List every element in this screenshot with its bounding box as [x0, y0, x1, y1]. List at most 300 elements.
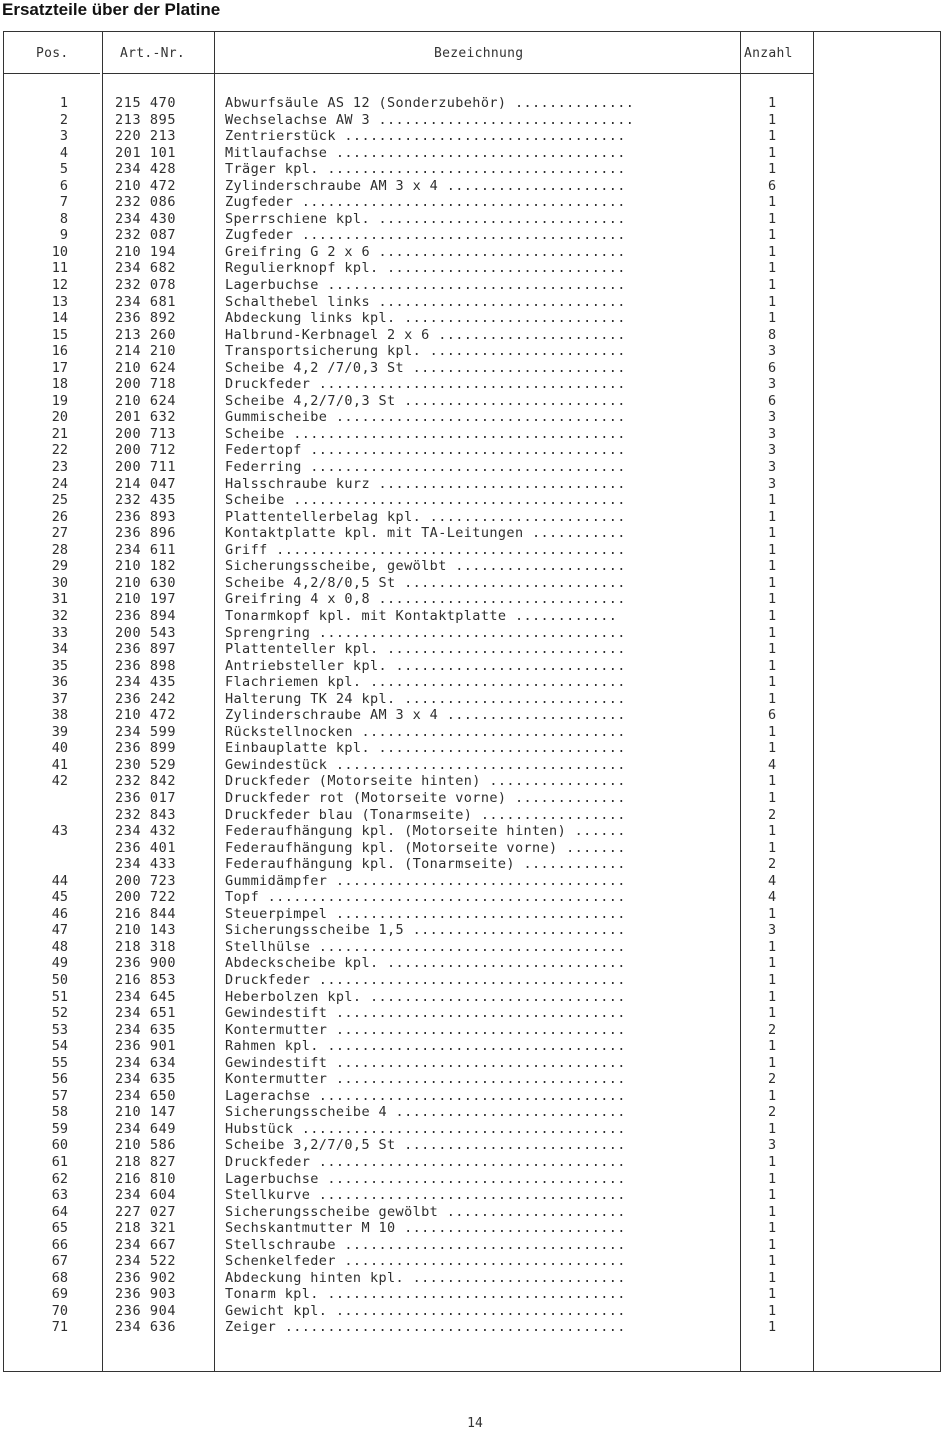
row-anzahl: 1: [768, 657, 777, 674]
row-anzahl: 1: [768, 1038, 777, 1055]
row-art-nr: 227 027: [115, 1203, 177, 1220]
table-row: [3, 492, 941, 509]
row-bezeichnung: Sicherungsscheibe gewölbt .....................: [225, 1203, 626, 1220]
row-bezeichnung: Druckfeder rot (Motorseite vorne) .............: [225, 789, 626, 806]
row-anzahl: 1: [768, 508, 777, 525]
header-anzahl: Anzahl: [744, 46, 793, 61]
table-row: [3, 1270, 941, 1287]
row-art-nr: 220 213: [115, 128, 177, 145]
row-pos: 15: [51, 326, 68, 343]
table-row: [3, 260, 941, 277]
row-pos: 43: [51, 823, 68, 840]
header-bezeichnung: Bezeichnung: [434, 46, 524, 61]
row-anzahl: 1: [768, 839, 777, 856]
row-bezeichnung: Greifring G 2 x 6 .............................: [225, 243, 626, 260]
row-bezeichnung: Kontermutter ..................................: [225, 1071, 626, 1088]
row-bezeichnung: Schalthebel links .............................: [225, 293, 626, 310]
row-art-nr: 232 087: [115, 227, 177, 244]
row-bezeichnung: Stellkurve ....................................: [225, 1187, 626, 1204]
row-bezeichnung: Scheibe 4,2/8/0,5 St ..........................: [225, 574, 626, 591]
row-pos: 59: [51, 1120, 68, 1137]
row-art-nr: 234 435: [115, 674, 177, 691]
row-bezeichnung: Mitlaufachse ..................................: [225, 144, 626, 161]
row-bezeichnung: Abwurfsäule AS 12 (Sonderzubehör) ..............: [225, 95, 635, 111]
row-anzahl: 4: [768, 872, 777, 889]
table-row: [3, 773, 941, 790]
row-bezeichnung: Tonarm kpl. ...................................: [225, 1286, 626, 1303]
row-anzahl: 1: [768, 574, 777, 591]
row-anzahl: 3: [768, 376, 777, 393]
row-pos: 8: [59, 210, 68, 227]
row-pos: 49: [51, 955, 68, 972]
row-anzahl: 3: [768, 459, 777, 476]
row-bezeichnung: Regulierknopf kpl. ............................: [225, 260, 626, 277]
row-bezeichnung: Scheibe .......................................: [225, 425, 626, 442]
row-pos: 47: [51, 922, 68, 939]
row-bezeichnung: Sprengring ....................................: [225, 624, 626, 641]
row-bezeichnung: Lagerachse ....................................: [225, 1087, 626, 1104]
row-bezeichnung: Scheibe .......................................: [225, 492, 626, 509]
table-row: [3, 112, 941, 129]
row-pos: 18: [51, 376, 68, 393]
row-bezeichnung: Zylinderschraube AM 3 x 4 .....................: [225, 707, 626, 724]
header-art-nr: Art.-Nr.: [120, 46, 186, 61]
row-art-nr: 218 321: [115, 1220, 177, 1237]
row-art-nr: 234 651: [115, 1005, 177, 1022]
table-row: [3, 1187, 941, 1204]
row-bezeichnung: Zugfeder ......................................: [225, 194, 626, 211]
table-row: [3, 955, 941, 972]
table-row: [3, 393, 941, 410]
table-row: [3, 740, 941, 757]
row-art-nr: 200 711: [115, 459, 177, 476]
row-anzahl: 2: [768, 856, 777, 873]
table-row: [3, 1237, 941, 1254]
row-anzahl: 1: [768, 144, 777, 161]
table-row: [3, 1204, 941, 1221]
row-pos: 69: [51, 1286, 68, 1303]
row-bezeichnung: Kontermutter ..................................: [225, 1021, 626, 1038]
row-anzahl: 2: [768, 1071, 777, 1088]
row-bezeichnung: Stellhülse ....................................: [225, 938, 626, 955]
row-art-nr: 234 611: [115, 541, 177, 558]
row-bezeichnung: Gewindestück ..................................: [225, 756, 626, 773]
row-anzahl: 3: [768, 475, 777, 492]
row-pos: 23: [51, 459, 68, 476]
row-anzahl: 1: [768, 1187, 777, 1204]
row-bezeichnung: Gewicht kpl. ..................................: [225, 1302, 626, 1319]
row-bezeichnung: Federtopf .....................................: [225, 442, 626, 459]
row-bezeichnung: Transportsicherung kpl. .......................: [225, 343, 626, 360]
row-bezeichnung: Hubstück ......................................: [225, 1120, 626, 1137]
row-anzahl: 3: [768, 425, 777, 442]
row-pos: 27: [51, 525, 68, 542]
row-anzahl: 1: [768, 1236, 777, 1253]
row-anzahl: 1: [768, 1319, 777, 1336]
row-pos: 42: [51, 773, 68, 790]
header-rule: [102, 73, 214, 74]
row-pos: 9: [59, 227, 68, 244]
row-art-nr: 210 182: [115, 558, 177, 575]
row-anzahl: 8: [768, 326, 777, 343]
row-anzahl: 1: [768, 955, 777, 972]
row-pos: 26: [51, 508, 68, 525]
row-art-nr: 232 435: [115, 492, 177, 509]
table-row: [3, 591, 941, 608]
row-art-nr: 201 101: [115, 144, 177, 161]
table-row: [3, 327, 941, 344]
row-bezeichnung: Zentrierstück .................................: [225, 128, 626, 145]
table-row: [3, 178, 941, 195]
row-anzahl: 1: [768, 938, 777, 955]
row-art-nr: 234 636: [115, 1319, 177, 1336]
row-art-nr: 234 635: [115, 1071, 177, 1088]
row-anzahl: 6: [768, 707, 777, 724]
row-bezeichnung: Schenkelfeder .................................: [225, 1253, 626, 1270]
row-art-nr: 234 635: [115, 1021, 177, 1038]
row-art-nr: 236 899: [115, 740, 177, 757]
row-pos: 25: [51, 492, 68, 509]
row-art-nr: 210 143: [115, 922, 177, 939]
row-pos: 54: [51, 1038, 68, 1055]
table-row: [3, 1104, 941, 1121]
row-anzahl: 1: [768, 740, 777, 757]
page-title: Ersatzteile über der Platine: [2, 0, 221, 19]
row-anzahl: 1: [768, 210, 777, 227]
table-row: [3, 558, 941, 575]
row-bezeichnung: Halterung TK 24 kpl. ..........................: [225, 690, 626, 707]
row-anzahl: 1: [768, 194, 777, 211]
table-row: [3, 1154, 941, 1171]
row-art-nr: 236 892: [115, 310, 177, 327]
table-row: [3, 426, 941, 443]
table-row: [3, 1220, 941, 1237]
row-pos: 30: [51, 574, 68, 591]
row-pos: 56: [51, 1071, 68, 1088]
row-pos: 52: [51, 1005, 68, 1022]
row-pos: 34: [51, 641, 68, 658]
row-art-nr: 236 401: [115, 839, 177, 856]
row-pos: 71: [51, 1319, 68, 1336]
row-anzahl: 3: [768, 442, 777, 459]
row-bezeichnung: Heberbolzen kpl. ..............................: [225, 988, 626, 1005]
row-bezeichnung: Druckfeder (Motorseite hinten) ................: [225, 773, 626, 790]
row-anzahl: 1: [768, 971, 777, 988]
row-anzahl: 6: [768, 359, 777, 376]
table-row: [3, 294, 941, 311]
row-bezeichnung: Gewindestift ..................................: [225, 1054, 626, 1071]
row-art-nr: 236 896: [115, 525, 177, 542]
row-pos: 14: [51, 310, 68, 327]
row-bezeichnung: Federaufhängung kpl. (Motorseite hinten) ......: [225, 823, 626, 840]
row-anzahl: 1: [768, 823, 777, 840]
table-row: [3, 658, 941, 675]
row-art-nr: 200 722: [115, 889, 177, 906]
row-anzahl: 1: [768, 111, 777, 128]
row-anzahl: 1: [768, 95, 777, 111]
table-row: [3, 95, 941, 112]
row-bezeichnung: Abdeckscheibe kpl. ............................: [225, 955, 626, 972]
table-row: [3, 1137, 941, 1154]
table-row: [3, 442, 941, 459]
row-pos: 40: [51, 740, 68, 757]
row-art-nr: 234 634: [115, 1054, 177, 1071]
table-row: [3, 1022, 941, 1039]
table-row: [3, 1303, 941, 1320]
row-art-nr: 234 599: [115, 723, 177, 740]
row-pos: 60: [51, 1137, 68, 1154]
row-art-nr: 236 902: [115, 1269, 177, 1286]
row-bezeichnung: Abdeckung hinten kpl. .........................: [225, 1269, 626, 1286]
row-bezeichnung: Tonarmkopf kpl. mit Kontaktplatte ............: [225, 607, 618, 624]
row-pos: 70: [51, 1302, 68, 1319]
table-row: [3, 1055, 941, 1072]
row-art-nr: 214 210: [115, 343, 177, 360]
row-bezeichnung: Plattenteller kpl. ............................: [225, 641, 626, 658]
row-bezeichnung: Zeiger ........................................: [225, 1319, 626, 1336]
row-pos: 38: [51, 707, 68, 724]
row-bezeichnung: Druckfeder ....................................: [225, 1154, 626, 1170]
table-row: [3, 873, 941, 890]
row-bezeichnung: Federring .....................................: [225, 459, 626, 476]
row-anzahl: 1: [768, 1302, 777, 1319]
row-anzahl: 1: [768, 227, 777, 244]
table-row: [3, 128, 941, 145]
table-row: [3, 360, 941, 377]
row-art-nr: 210 624: [115, 392, 177, 409]
row-bezeichnung: Halbrund-Kerbnagel 2 x 6 ......................: [225, 326, 626, 343]
row-art-nr: 200 712: [115, 442, 177, 459]
table-row: [3, 939, 941, 956]
table-row: [3, 1088, 941, 1105]
row-art-nr: 210 630: [115, 574, 177, 591]
row-art-nr: 216 844: [115, 905, 177, 922]
table-row: [3, 724, 941, 741]
row-pos: 12: [51, 277, 68, 294]
row-art-nr: 213 895: [115, 111, 177, 128]
row-art-nr: 236 894: [115, 607, 177, 624]
row-art-nr: 200 713: [115, 425, 177, 442]
header-rule: [4, 73, 100, 74]
row-anzahl: 1: [768, 591, 777, 608]
row-art-nr: 210 197: [115, 591, 177, 608]
row-art-nr: 234 604: [115, 1187, 177, 1204]
table-row: [3, 989, 941, 1006]
table-row: [3, 459, 941, 476]
row-pos: 58: [51, 1104, 68, 1121]
row-pos: 44: [51, 872, 68, 889]
row-anzahl: 3: [768, 922, 777, 939]
row-bezeichnung: Steuerpimpel ..................................: [225, 905, 626, 922]
row-anzahl: 1: [768, 988, 777, 1005]
row-bezeichnung: Gummischeibe ..................................: [225, 409, 626, 426]
table-row: [3, 525, 941, 542]
row-bezeichnung: Gewindestift ..................................: [225, 1005, 626, 1022]
row-bezeichnung: Rahmen kpl. ...................................: [225, 1038, 626, 1055]
row-anzahl: 1: [768, 690, 777, 707]
table-row: [3, 922, 941, 939]
row-bezeichnung: Zugfeder ......................................: [225, 227, 626, 244]
row-anzahl: 1: [768, 1005, 777, 1022]
table-row: [3, 840, 941, 857]
table-row: [3, 608, 941, 625]
row-anzahl: 1: [768, 723, 777, 740]
table-row: [3, 823, 941, 840]
row-anzahl: 1: [768, 1054, 777, 1071]
row-art-nr: 236 904: [115, 1302, 177, 1319]
row-pos: 16: [51, 343, 68, 360]
row-pos: 10: [51, 243, 68, 260]
row-anzahl: 4: [768, 756, 777, 773]
row-art-nr: 236 017: [115, 789, 177, 806]
row-art-nr: 200 718: [115, 376, 177, 393]
row-pos: 64: [51, 1203, 68, 1220]
row-bezeichnung: Druckfeder ....................................: [225, 376, 626, 393]
row-anzahl: 1: [768, 525, 777, 542]
row-art-nr: 234 681: [115, 293, 177, 310]
row-pos: 57: [51, 1087, 68, 1104]
row-art-nr: 218 827: [115, 1154, 177, 1170]
row-anzahl: 2: [768, 806, 777, 823]
row-art-nr: 234 522: [115, 1253, 177, 1270]
header-pos: Pos.: [36, 46, 69, 61]
row-anzahl: 1: [768, 128, 777, 145]
row-art-nr: 214 047: [115, 475, 177, 492]
row-art-nr: 236 903: [115, 1286, 177, 1303]
header-rule: [740, 73, 813, 74]
row-anzahl: 1: [768, 558, 777, 575]
row-art-nr: 234 428: [115, 161, 177, 178]
table-row: [3, 1121, 941, 1138]
row-pos: 66: [51, 1236, 68, 1253]
table-row: [3, 227, 941, 244]
row-anzahl: 4: [768, 889, 777, 906]
row-bezeichnung: Antriebsteller kpl. ...........................: [225, 657, 626, 674]
row-anzahl: 1: [768, 243, 777, 260]
table-row: [3, 674, 941, 691]
row-anzahl: 2: [768, 1104, 777, 1121]
row-bezeichnung: Greifring 4 x 0,8 .............................: [225, 591, 626, 608]
row-bezeichnung: Scheibe 3,2/7/0,5 St ..........................: [225, 1137, 626, 1154]
row-anzahl: 6: [768, 392, 777, 409]
row-anzahl: 1: [768, 1286, 777, 1303]
row-art-nr: 234 645: [115, 988, 177, 1005]
table-row: [3, 376, 941, 393]
row-bezeichnung: Topf ..........................................: [225, 889, 626, 906]
row-art-nr: 200 543: [115, 624, 177, 641]
row-pos: 6: [59, 177, 68, 194]
table-row: [3, 211, 941, 228]
row-anzahl: 1: [768, 161, 777, 178]
row-pos: 53: [51, 1021, 68, 1038]
row-anzahl: 1: [768, 492, 777, 509]
table-row: [3, 1171, 941, 1188]
row-bezeichnung: Federaufhängung kpl. (Tonarmseite) ............: [225, 856, 626, 873]
row-bezeichnung: Gummidämpfer ..................................: [225, 872, 626, 889]
row-anzahl: 3: [768, 1137, 777, 1154]
row-pos: 22: [51, 442, 68, 459]
row-art-nr: 236 900: [115, 955, 177, 972]
row-pos: 45: [51, 889, 68, 906]
row-anzahl: 3: [768, 343, 777, 360]
row-anzahl: 1: [768, 905, 777, 922]
row-pos: 50: [51, 971, 68, 988]
row-pos: 67: [51, 1253, 68, 1270]
row-art-nr: 210 472: [115, 707, 177, 724]
row-anzahl: 1: [768, 277, 777, 294]
row-anzahl: 1: [768, 1154, 777, 1170]
row-bezeichnung: Sicherungsscheibe 1,5 .........................: [225, 922, 626, 939]
row-anzahl: 2: [768, 1021, 777, 1038]
row-bezeichnung: Sicherungsscheibe 4 ...........................: [225, 1104, 626, 1121]
row-pos: 46: [51, 905, 68, 922]
row-bezeichnung: Kontaktplatte kpl. mit TA-Leitungen ...........: [225, 525, 626, 542]
row-bezeichnung: Scheibe 4,2/7/0,3 St ..........................: [225, 392, 626, 409]
row-pos: 48: [51, 938, 68, 955]
row-art-nr: 200 723: [115, 872, 177, 889]
row-art-nr: 216 810: [115, 1170, 177, 1187]
row-pos: 24: [51, 475, 68, 492]
row-pos: 1: [59, 95, 68, 111]
table-row: [3, 1038, 941, 1055]
row-bezeichnung: Sechskantmutter M 10 ..........................: [225, 1220, 626, 1237]
row-anzahl: 1: [768, 607, 777, 624]
row-art-nr: 236 893: [115, 508, 177, 525]
row-pos: 41: [51, 756, 68, 773]
row-bezeichnung: Halsschraube kurz .............................: [225, 475, 626, 492]
row-anzahl: 1: [768, 1220, 777, 1237]
row-anzahl: 3: [768, 409, 777, 426]
row-art-nr: 216 853: [115, 971, 177, 988]
table-row: [3, 757, 941, 774]
table-row: [3, 889, 941, 906]
table-row: [3, 1319, 941, 1336]
header-rule: [214, 73, 740, 74]
row-art-nr: 234 430: [115, 210, 177, 227]
table-row: [3, 625, 941, 642]
row-bezeichnung: Griff .........................................: [225, 541, 626, 558]
row-bezeichnung: Stellschraube .................................: [225, 1236, 626, 1253]
row-pos: 28: [51, 541, 68, 558]
row-anzahl: 1: [768, 1269, 777, 1286]
row-bezeichnung: Sicherungsscheibe, gewölbt ....................: [225, 558, 626, 575]
table-row: [3, 707, 941, 724]
table-row: [3, 409, 941, 426]
table-row: [3, 145, 941, 162]
row-bezeichnung: Druckfeder ....................................: [225, 971, 626, 988]
row-art-nr: 234 682: [115, 260, 177, 277]
table-row: [3, 641, 941, 658]
row-anzahl: 1: [768, 674, 777, 691]
row-pos: 11: [51, 260, 68, 277]
row-anzahl: 1: [768, 1087, 777, 1104]
row-bezeichnung: Träger kpl. ...................................: [225, 161, 626, 178]
row-art-nr: 232 078: [115, 277, 177, 294]
row-art-nr: 236 242: [115, 690, 177, 707]
row-art-nr: 232 843: [115, 806, 177, 823]
table-row: [3, 476, 941, 493]
row-pos: 33: [51, 624, 68, 641]
row-art-nr: 210 586: [115, 1137, 177, 1154]
row-art-nr: 234 432: [115, 823, 177, 840]
row-pos: 55: [51, 1054, 68, 1071]
row-bezeichnung: Abdeckung links kpl. ..........................: [225, 310, 626, 327]
row-anzahl: 1: [768, 789, 777, 806]
table-row: [3, 906, 941, 923]
table-row: [3, 509, 941, 526]
row-pos: 21: [51, 425, 68, 442]
row-art-nr: 234 433: [115, 856, 177, 873]
